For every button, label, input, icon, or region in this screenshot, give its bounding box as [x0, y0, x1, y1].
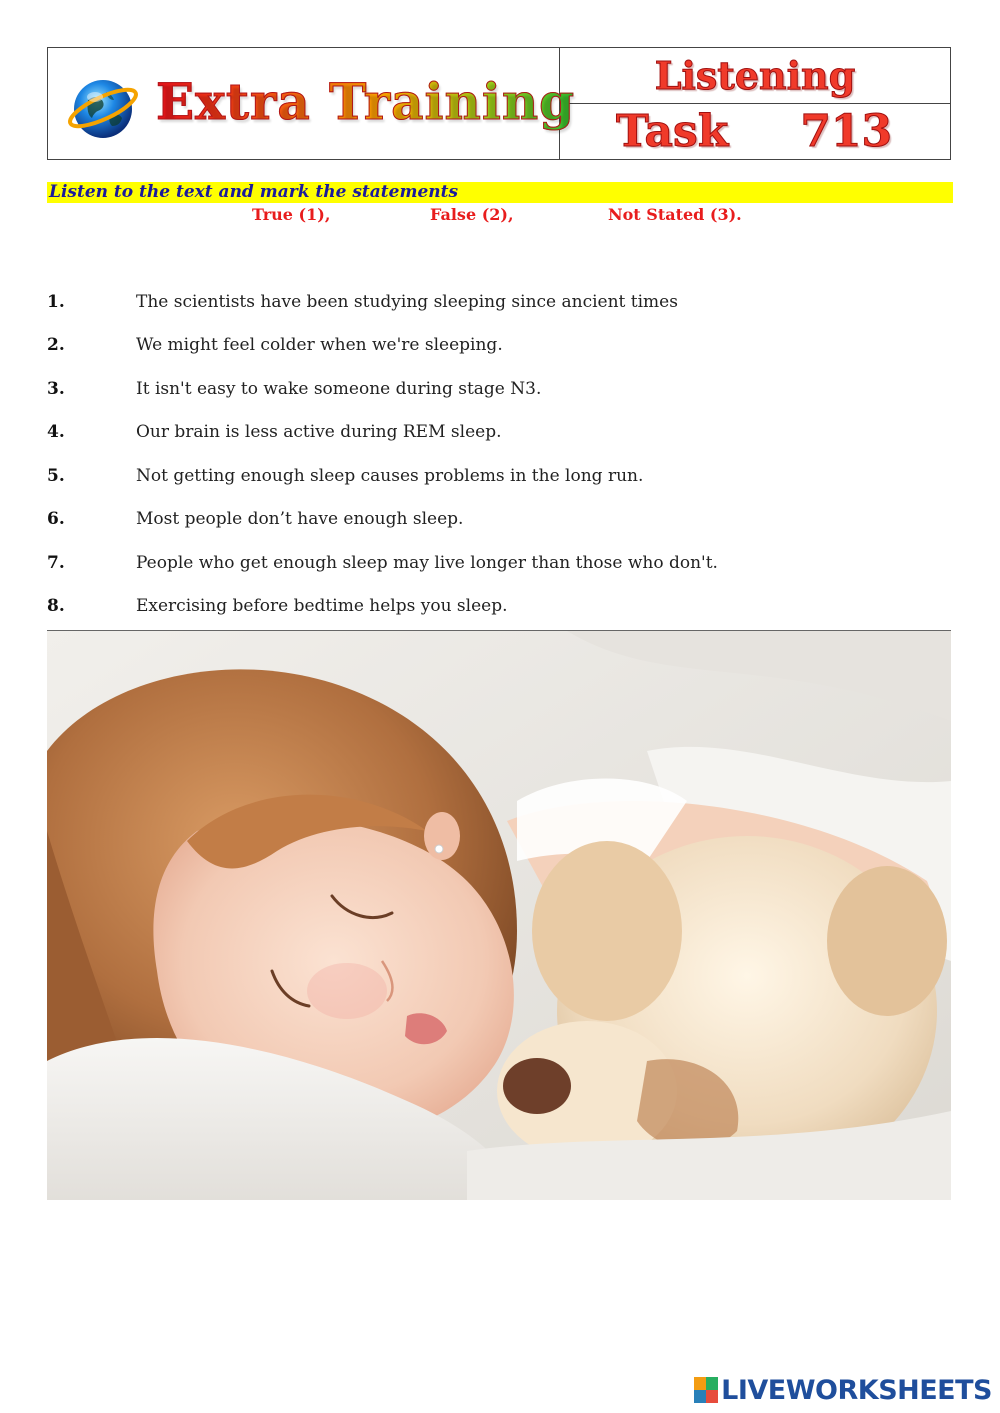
- statement-text: Our brain is less active during REM sleep.: [136, 422, 502, 443]
- statement-item: [47, 541, 951, 585]
- statement-text: Not getting enough sleep causes problems in the long run.: [136, 465, 644, 486]
- statement-item: [47, 324, 951, 368]
- statement-item: [47, 498, 951, 542]
- statement-number: 2.: [47, 335, 65, 356]
- statement-number: 6.: [47, 509, 65, 530]
- statement-number: 1.: [47, 291, 65, 312]
- sleeping-child-photo: [47, 630, 951, 1200]
- statement-number: 8.: [47, 596, 65, 617]
- brand-title: Extra Training: [156, 72, 576, 131]
- subject-row: [560, 48, 950, 104]
- subject-title: Listening: [654, 52, 856, 98]
- logo-text: LIVEWORKSHEETS: [721, 1374, 992, 1406]
- statement-item: [47, 280, 951, 324]
- task-row: [560, 104, 950, 159]
- statement-number: 3.: [47, 378, 65, 399]
- statement-text: Exercising before bedtime helps you sleep.: [136, 596, 508, 617]
- statement-item: [47, 367, 951, 411]
- liveworksheets-logo: [694, 1375, 992, 1405]
- statement-text: People who get enough sleep may live longer than those who don't.: [136, 552, 718, 573]
- statement-number: 7.: [47, 552, 65, 573]
- statement-item: [47, 411, 951, 455]
- statement-item: [47, 585, 951, 629]
- brand-panel: [48, 48, 576, 159]
- statement-text: We might feel colder when we're sleeping.: [136, 335, 503, 356]
- task-panel: [560, 48, 950, 159]
- worksheet-header: [47, 47, 951, 160]
- instruction-banner: Listen to the text and mark the statements: [47, 182, 953, 203]
- option-false: False (2),: [430, 205, 514, 224]
- option-not-stated: Not Stated (3).: [608, 205, 742, 224]
- statement-list: [47, 280, 951, 628]
- statement-number: 5.: [47, 465, 65, 486]
- answer-options: [0, 204, 1000, 226]
- photo-drawing: [47, 631, 951, 1200]
- task-number: 713: [800, 105, 893, 157]
- globe-icon: [66, 70, 140, 144]
- statement-number: 4.: [47, 422, 65, 443]
- statement-text: The scientists have been studying sleeping since ancient times: [136, 291, 678, 312]
- liveworksheets-logo-icon: [694, 1377, 718, 1403]
- statement-text: It isn't easy to wake someone during stage N3.: [136, 378, 542, 399]
- task-label: Task: [616, 105, 729, 157]
- statement-item: [47, 454, 951, 498]
- option-true: True (1),: [252, 205, 331, 224]
- statement-text: Most people don’t have enough sleep.: [136, 509, 464, 530]
